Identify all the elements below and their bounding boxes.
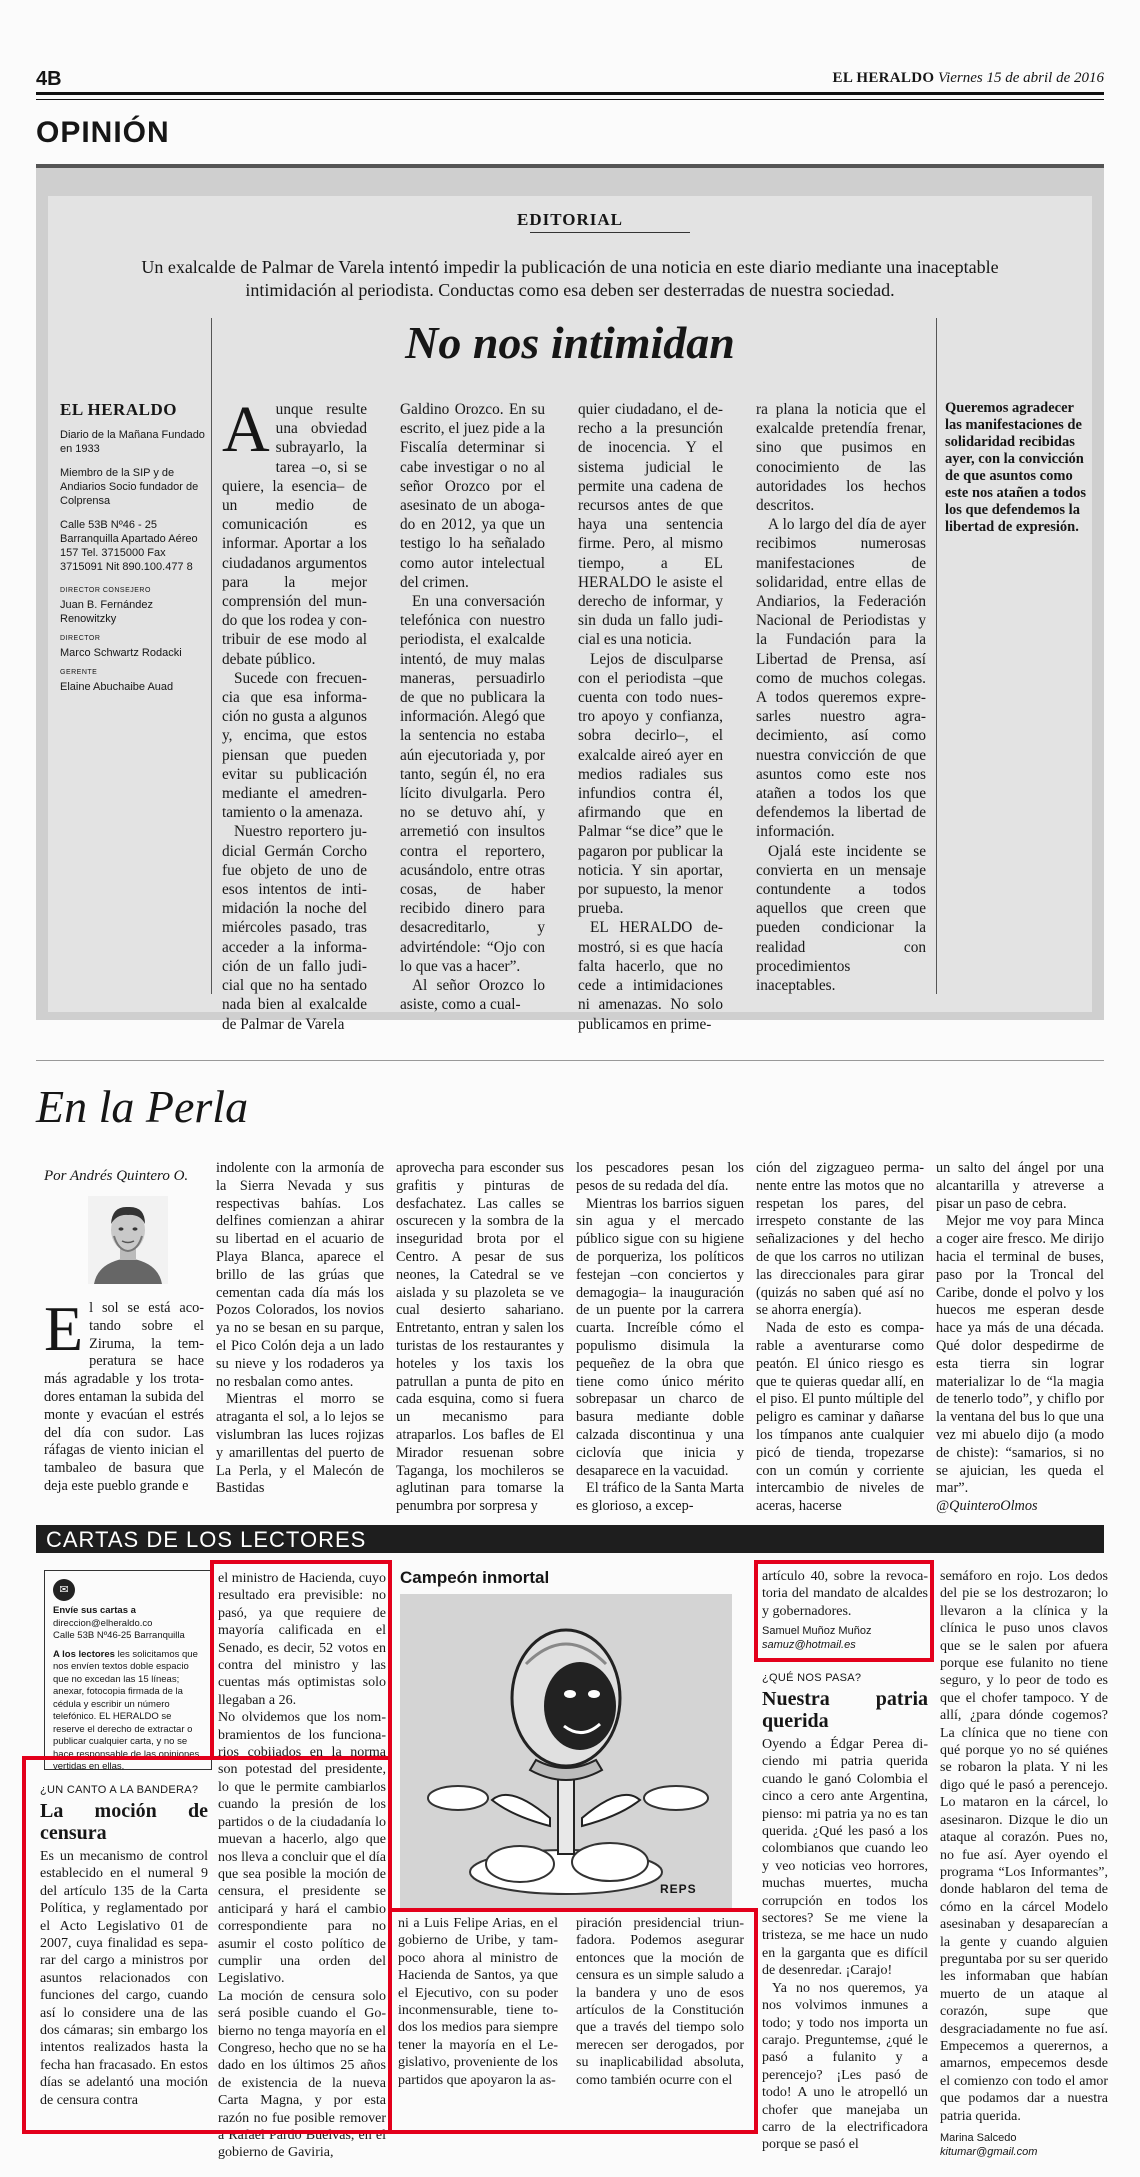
editorial-title: No nos intimidan (405, 317, 735, 368)
column-paragraph: aprovecha para esconder sus grafitis y pinturas de desfachatez. Las calles se oscurecen y la sombra de la inseguridad brota por el Centro. A pesar de sus neones, la Catedral se ve aislada y su plazoleta se ve cual desierto sahariano. Entretanto, entran y salen los turistas de los restaurantes y hoteles y los taxis los patrullan a punta de pito en cada esquina, como si fuera un mecanismo para atraparlos. Los bafles de El Mirador resuenan sobre Taganga, los mochileros se aglutinan para tomarse la penumbra por sorpresa y (396, 1160, 564, 1515)
cartoon-illustration (400, 1594, 732, 1912)
letter-paragraph: ni a Luis Felipe Arias, en el gobierno de Uribe, y tampoco ahora al ministro de Hacienda de Santos, ya que el Ejecutivo, con su poder inconmensurable, tiene todos los medios para siempre tener la mayoría en el Legislativo, proveniente de los partidos que apoyaron la as- (398, 1916, 558, 2088)
drop-cap: E (44, 1293, 84, 1364)
highlight-box (22, 1756, 392, 2134)
letters-section-bar: CARTAS DE LOS LECTORES (36, 1525, 1104, 1553)
drop-cap: A (222, 393, 270, 466)
column-title: En la Perla (36, 1081, 249, 1132)
masthead-membership: Miembro de la SIP y de Andiarios Socio fundador de Colprensa (60, 467, 199, 507)
editorial-kicker: EDITORIAL (517, 210, 623, 229)
letter-paragraph: piración presidencial triunfadora. Podemos asegurar entonces que la moción de censura es un simple saludo a la bandera y uno de esos artículos de la Constitución que a través del tiempo solo merecen ser derogados, por su inaplicabilidad absoluta, como también ocurre con el (576, 1916, 744, 2088)
envelope-icon: ✉ (53, 1579, 75, 1601)
paper-name: EL HERALDO (832, 70, 935, 86)
highlight-box (210, 1560, 392, 1760)
submission-address: Calle 53B Nº46-25 Barranquilla (53, 1630, 185, 1641)
masthead (60, 400, 205, 694)
editorial-column-3 (578, 400, 723, 1034)
column-paragraph: El tráfico de la Santa Marta es glorioso, a excep- (576, 1480, 744, 1515)
editorial-paragraph: quier ciudadano, el derecho a la presunción de inocencia. Y el sistema judicial le permite una cadena de recursos antes de que haya una sentencia firme. Pero, al mismo tiempo, a EL HERALDO le asiste el derecho de informar, y sin duda un fallo judicial es una noticia. (578, 401, 723, 649)
section-title: OPINIÓN (36, 116, 170, 149)
column-divider (936, 318, 937, 994)
submission-rules: les solicitamos que nos envíen textos doble espacio que no excedan las 15 líneas; anexar, fotocopia firmada de la cédula y escribir un número telefónico. EL HERALDO se reserve el derecho de extractar o publicar cualquier carta, y no se hace responsable de las opiniones vertidas en ellas. (53, 1648, 200, 1772)
issue-date: Viernes 15 de abril de 2016 (938, 70, 1104, 86)
editorial-paragraph: A lo largo del día de ayer recibimos numerosas manifestaciones de solidaridad, entre ellas de Andiarios, la Federación Nacional de Periodistas y la Fundación para la Libertad de Prensa, así como de muchos colegas. A todos queremos expresarles nuestro agradecimiento, así como nuestra convicción de que asuntos como este nos atañen a todos los que defendemos la libertad de información. (756, 516, 926, 841)
editorial-paragraph: Sucede con frecuencia que esa información no gusta a algunos y, encima, que estos piensan que pueden evitar su publicación mediante el amedrentamiento o la amenaza. (222, 669, 367, 822)
kicker-underline (530, 232, 690, 233)
letter-paragraph: el ministro de Hacienda, cuyo resultado era previsible: no pasó, ya que requiere de mayoría calificada en el Senado, es decir, 52 votos en contra del ministro y las cuentas más optimistas solo llegaban a 26. (218, 1571, 386, 1708)
column-divider (211, 318, 212, 994)
masthead-role-label: DIRECTOR CONSEJERO (60, 587, 151, 594)
letter-signature-email: samuz@hotmail.es (762, 1639, 856, 1652)
column-paragraph: Nada de esto es comparable a aventurarse como peatón. El único riesgo es que te quieras quedar allí, en el piso. El punto múltiple del peligro es caminar y dañarse los tímpanos ante cualquier picó de tienda, tropezarse con un común y corriente intercambio de niveles de aceras, hacerse (756, 1320, 924, 1515)
column-paragraph: los pescadores pesan los pesos de su redada del día. (576, 1160, 744, 1194)
highlight-box (754, 1560, 934, 1662)
masthead-role-label: GERENTE (60, 669, 98, 676)
column-text-3 (396, 1160, 564, 1516)
column-text-1 (44, 1293, 204, 1496)
editorial-paragraph: Nuestro reportero judicial Germán Corcho fue objeto de uno de esos intentos de intimidación la noche del miércoles pasado, tras acceder a la información de un fallo judicial que no ha sentado nada bien al exalcalde de Palmar de Varela (222, 823, 367, 1033)
column-paragraph: un salto del ángel por una alcantarilla y atreverse a pisar un paso de cebra. (936, 1160, 1104, 1212)
author-portrait (88, 1196, 168, 1284)
letter-paragraph: No olvidemos que los nombramientos de los funcionarios cobijados en la norma son potestad del presidente, lo que le permite cambiarlos cuando la presión de los partidos o de la ciudadanía lo muevan a hacerlo, algo que nos lleva a concluir que el día que sea posible la moción de censura, el presidente se anticipará y hará el cambio correspondiente para no asumir el costo político de cumplir una orden del Legislativo. (218, 1710, 386, 1987)
letter-paragraph: Oyendo a Édgar Perea diciendo mi patria querida cuando le ganó Colombia el cinco a cero ante Argentina, pienso: mi patria ya no es tan querida. ¿Qué les pasó a los colombianos que cuando leo y veo noticias veo horrores, muchas muertes, mucha corrupción en todos los sectores? Se me viene la tristeza, se me hace un nudo en la garganta que es difícil de desenredar. ¡Carajo! (762, 1737, 928, 1979)
letter-2-column-2 (940, 1568, 1108, 2159)
editorial-sidebar: Queremos agradecer las manifestaciones de solidaridad recibidas ayer, con la convicción de que asuntos como este nos atañen a todos los que defendemos la libertad de expresión. (945, 400, 1086, 535)
letter-paragraph: artículo 40, sobre la revocatoria del mandato de alcaldes y gobernadores. (762, 1569, 928, 1619)
column-text-6 (936, 1160, 1104, 1516)
header-rule (36, 92, 1104, 95)
paper-dateline (833, 70, 1104, 87)
submission-info-box (44, 1570, 212, 1770)
letter-signature-name: Marina Salcedo (940, 2132, 1017, 2144)
column-signature: @QuinteroOlmos (936, 1498, 1038, 1515)
column-text-5 (756, 1160, 924, 1516)
column-paragraph: ción del zigzagueo permanente entre las motos que no respetan los pares, del irrespeto constante de las señalizaciones y del hecho de que los carros no utilizan las direccionales para girar (quizás no saben qué así no se ahorra energía). (756, 1160, 924, 1319)
column-paragraph: Mientras el morro se atraganta el sol, a lo lejos se vislumbran las luces rojizas y amarillentas del puerto de La Perla, y el Malecón de Bastidas (216, 1391, 384, 1497)
editorial-paragraph: ra plana la noticia que el exalcalde pretendía frenar, sino que pusimos en conocimiento de las autoridades los hechos descritos. (756, 401, 926, 515)
submission-title: Envíe sus cartas a (53, 1605, 136, 1616)
letter-2-column-1 (762, 1672, 928, 2154)
column-paragraph: Mejor me voy para Minca a coger aire fresco. Me dirijo hacia el terminal de buses, paso por la Troncal del Caribe, donde el polvo y los huecos me esperan desde hace ya más de una década. Qué dolor despedirme de esta tierra sin lograr materializar lo de “la magia de tenerlo todo”, y chiflo por la ventana del bus lo que una vez mi abuelo dijo (a modo de chiste): “samarios, si no se ajuician, les queda el mar”. (936, 1213, 1104, 1497)
editorial-column-2 (400, 400, 545, 1015)
letter-kicker: ¿UN CANTO A LA BANDERA? (40, 1784, 199, 1796)
letter-kicker: ¿QUÉ NOS PASA? (762, 1672, 862, 1684)
masthead-role-label: DIRECTOR (60, 635, 101, 642)
editorial-paragraph: Galdino Orozco. En su escrito, el juez pide a la Fiscalía determinar si cabe investigar o no al señor Orozco por el asesinato de un abogado en 2012, ya que un testigo lo ha señalado como autor intelectual del crimen. (400, 401, 545, 591)
editorial-paragraph: unque resulte una obviedad subrayarlo, la tarea –o, si se quiere, la esencia– de un medio de comunicación es informar. Aportar a los ciudadanos argumentos para la mejor comprensión del mundo que los rodea y contribuir de ese modo al debate público. (222, 401, 367, 668)
editorial-paragraph: EL HERALDO demostró, si es que hacía falta hacerlo, que no cede a intimidaciones ni amenazas. No solo publicamos en prime- (578, 919, 723, 1033)
editorial-column-4 (756, 400, 926, 995)
column-author: Por Andrés Quintero O. (44, 1168, 189, 1184)
submission-email: direccion@elheraldo.co (53, 1617, 153, 1629)
letter-paragraph: Es un mecanismo de control establecido en el numeral 9 del artículo 135 de la Carta Política, y reglamentado por el Acto Legislativo 01 de 2007, cuya finalidad es separar del cargo a ministros por asuntos relacionados con funciones del cargo, cuando así lo considere una de las dos cámaras; sin embargo los intentos realizados hasta la fecha han fracasado. En estos días se adelantó una moción de censura contra (40, 1849, 208, 2108)
column-paragraph: indolente con la armonía de la Sierra Nevada y sus respectivas bahías. Los delfines comienzan a ahirar su libertad en el acuario de Playa Blanca, aparece el brillo de las grúas que cementan cada día más los Pozos Colorados, los novios ya no se besan en su parque, el Pico Colón deja a un lado su nieve y los rodaderos ya no resbalan como antes. (216, 1160, 384, 1390)
header-rule-thin (36, 99, 1104, 100)
editorial-column-1 (222, 393, 367, 1034)
masthead-founded: Diario de la Mañana Fundado en 1933 (60, 429, 205, 455)
submission-lead: A los lectores (53, 1648, 115, 1660)
masthead-address: Calle 53B Nº46 - 25 Barranquilla Apartado Aéreo 157 Tel. 3715000 Fax 3715091 Nit 890.100.477 8 (60, 519, 198, 573)
column-text-4 (576, 1160, 744, 1516)
letter-signature-name: Samuel Muñoz Muñoz (762, 1625, 872, 1638)
masthead-person: Juan B. Fernández Renowitzky (60, 599, 153, 625)
letter-headline: La moción de censura (40, 1800, 208, 1844)
editorial-paragraph: Al señor Orozco lo asiste, como a cual- (400, 977, 545, 1014)
letter-headline: Nuestra patria querida (762, 1688, 928, 1732)
editorial-paragraph: Lejos de disculparse con el periodista –que cuenta con todo nuestro apoyo y confianza, sobra decirlo–, el exalcalde aireó ayer en medios radiales sus infundios contra él, afirmando que en Palmar “se dice” que le pagaron por publicar la noticia. Y sin aportar, por supuesto, la menor prueba. (578, 650, 723, 918)
editorial-paragraph: Ojalá este incidente se convierta en un mensaje contundente a todos aquellos que creen que pueden condicionar la realidad con procedimientos inaceptables. (756, 842, 926, 995)
masthead-name: EL HERALDO (60, 400, 177, 419)
page-number: 4B (36, 68, 62, 90)
letter-paragraph: Ya no nos queremos, ya nos volvimos inmunes a todo; y todo nos importa un carajo. Preguntemse, ¿qué le pasó a fulanito y a perencejo? ¡Les pasó de todo! A uno le atropelló un chofer que manejaba un carro de la electrificadora porque se pasó el (762, 1980, 928, 2153)
column-paragraph: l sol se está acotando sobre el Ziruma, la temperatura se hace más agradable y los trotadores entaman la subida del monte y evacúan el estrés del día con sudor. Las ráfagas de viento inician el tambaleo de basura que deja este pueblo grande e (44, 1300, 204, 1494)
column-text-2 (216, 1160, 384, 1498)
highlight-box (388, 1908, 758, 2134)
masthead-person: Elaine Abuchaibe Auad (60, 681, 174, 693)
letter-paragraph: La moción de censura solo será posible cuando el Gobierno no tenga mayoría en el Congreso, hecho que no se ha dado en los últimos 25 años de existencia de la nueva Carta Magna, y por esta razón no fue posible remover a Rafael Pardo Buelvas, en el gobierno de Gaviria, (218, 1988, 386, 2161)
letter-signature-email: kitumar@gmail.com (940, 2146, 1038, 2158)
masthead-person: Marco Schwartz Rodacki (60, 647, 182, 659)
editorial-paragraph: En una conversación telefónica con nuestro periodista, el exalcalde intentó, de muy malas maneras, persuadirlo de que no publicara la información. Alegó que la sentencia no estaba aún ejecutoriada y, por tanto, según él, no era lícito divulgarla. Pero no se detuvo ahí, y arremetió con insultos contra el reportero, acusándolo, entre otras cosas, de haber recibido dinero para desacreditarlo, y advirténdole: “Ojo con lo que vas a hacer”. (400, 593, 545, 975)
column-paragraph: Mientras los barrios siguen sin agua y el mercado público sigue con su higiene de porqueriza, los políticos festejan –con conciertos y demagogia– la inauguración de un puente por la carrera cuarta. Increíble cómo el populismo disimula la pequeñez de la obra que tiene como único mérito sobrepasar un charco de basura mediante doble calzada discontinua y una ciclovía que inicia y desaparece en la vacuidad. (576, 1195, 744, 1479)
letter-paragraph: semáforo en rojo. Los dedos del pie se los destrozaron; lo llevaron a la clínica y la clínica le puso unos clavos que se le salen por afuera porque ese fulanito no tiene seguro, y lo peor de todo es que el chofer tampoco. Y de allí, ¿para dónde cogemos? La clínica que no tiene con qué porque yo no sé quiénes se robaron la plata. Y ni les digo qué le pasó a perencejo. Lo mataron en la cárcel, lo asesinaron. Dizque le dio un ataque al corazón. Pues no, no fue así. Ayer oyendo el programa “Los Informantes”, donde hablaron del tema de cómo en la cárcel Modelo asesinaban y desaparecían a la gente y cuando alguien preguntaba por su ser querido les informaban que habían muerto de un ataque al corazón, supe que desgraciadamente no fue así. Empecemos a querernos, a amarnos, empecemos desde el comienzo con todo el amor que podamos dar a nuestra patria querida. (940, 1569, 1108, 2124)
cartoon-title: Campeón inmortal (400, 1568, 550, 1587)
section-divider (36, 1060, 1104, 1061)
cartoon-credit: REPS (660, 1882, 697, 1896)
editorial-deck: Un exalcalde de Palmar de Varela intentó impedir la publicación de una noticia en este diario mediante una inaceptable intimidación al periodista. Conductas como esa deben ser desterradas de nuestra sociedad. (141, 257, 999, 300)
